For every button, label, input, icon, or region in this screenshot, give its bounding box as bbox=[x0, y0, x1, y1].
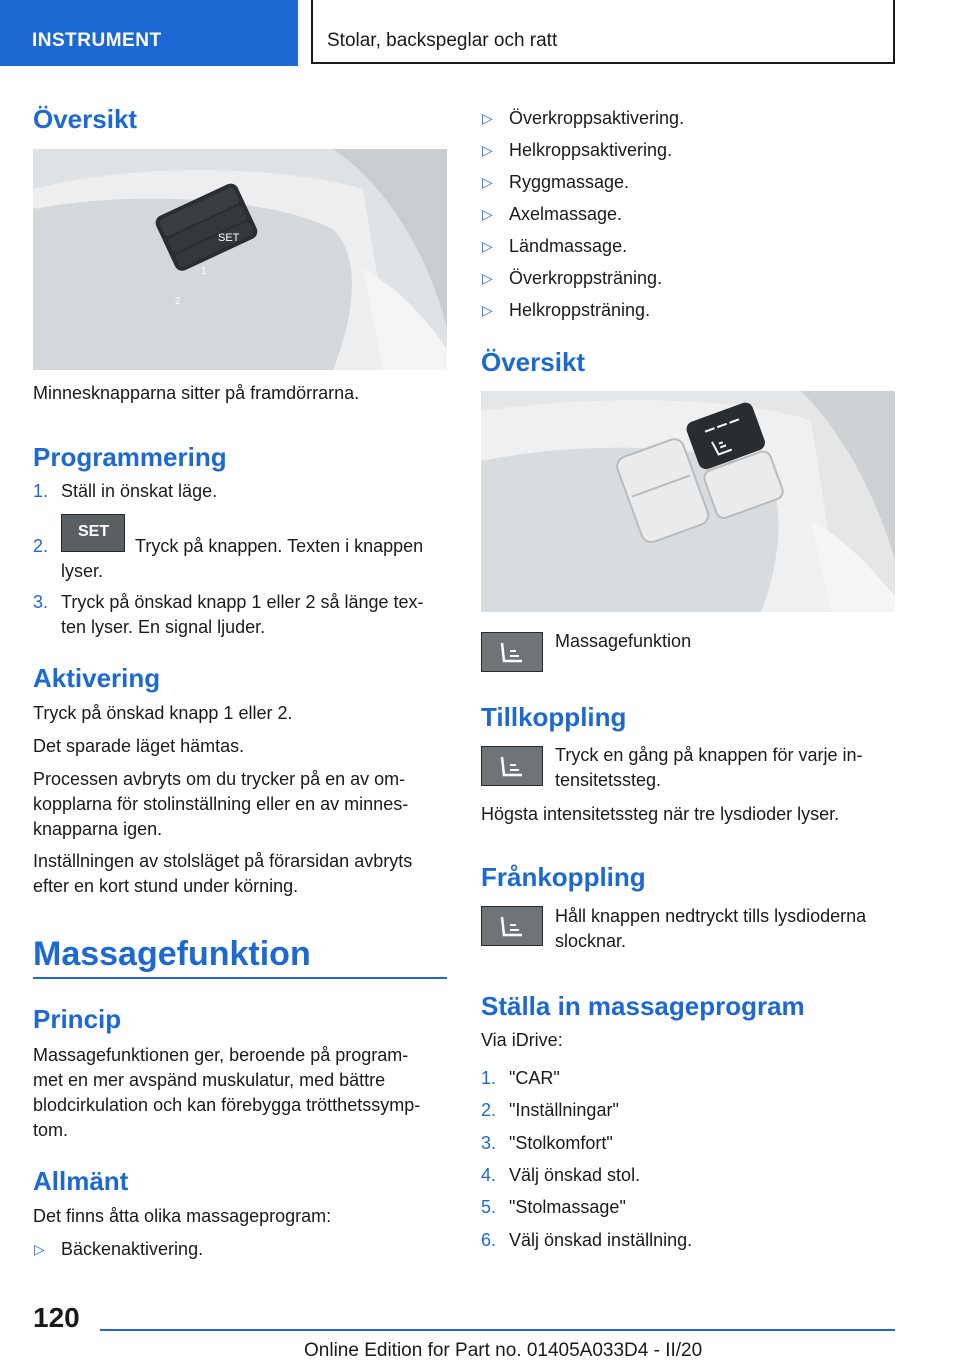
photo-caption: Minnesknapparna sitter på framdörrarna. bbox=[33, 383, 360, 403]
bullet-triangle-icon: ▷ bbox=[482, 238, 493, 254]
paragraph-line: Tryck en gång på knappen för varje in- bbox=[555, 745, 863, 765]
step-number: 2. bbox=[481, 1100, 497, 1120]
paragraph-line: slocknar. bbox=[555, 931, 627, 951]
massage-button-photo bbox=[481, 391, 895, 612]
set-button-icon bbox=[61, 514, 125, 552]
bullet-item: Ryggmassage. bbox=[509, 172, 630, 192]
footer-edition: Online Edition for Part no. 01405A033D4 - II/20 bbox=[304, 1340, 703, 1361]
step-text-cont: ten lyser. En signal ljuder. bbox=[61, 617, 266, 637]
memory-buttons-photo bbox=[33, 149, 447, 370]
paragraph-line: tensitetssteg. bbox=[555, 770, 662, 790]
bullet-item: Axelmassage. bbox=[509, 204, 623, 224]
section-rule bbox=[33, 977, 447, 979]
paragraph-line: Håll knappen nedtryckt tills lysdioderna bbox=[555, 906, 867, 926]
heading-aktivering: Aktivering bbox=[33, 663, 161, 693]
paragraph: Tryck på önskad knapp 1 eller 2. bbox=[33, 703, 293, 723]
massage-icon bbox=[481, 746, 543, 786]
step-number: 1. bbox=[33, 481, 49, 501]
bullet-triangle-icon: ▷ bbox=[482, 270, 493, 286]
header-chapter-box bbox=[311, 0, 895, 64]
page-number: 120 bbox=[33, 1302, 80, 1333]
step-text: Välj önskad stol. bbox=[509, 1165, 641, 1185]
step-text: Tryck på önskad knapp 1 eller 2 så länge tex- bbox=[61, 592, 424, 612]
massage-icon bbox=[481, 632, 543, 672]
heading-frankoppling: Frånkoppling bbox=[481, 862, 646, 892]
icon-caption: Massagefunktion bbox=[555, 631, 692, 651]
paragraph: Det finns åtta olika massageprogram: bbox=[33, 1206, 332, 1226]
photo-set-label: SET bbox=[218, 232, 240, 244]
bullet-triangle-icon: ▷ bbox=[482, 206, 493, 222]
paragraph-line: Processen avbryts om du trycker på en av om- bbox=[33, 769, 406, 789]
header-section-tab bbox=[0, 0, 298, 66]
bullet-triangle-icon: ▷ bbox=[482, 110, 493, 126]
heading-oversikt-left: Översikt bbox=[33, 104, 138, 134]
step-text: Tryck på knappen. Texten i knappen bbox=[135, 536, 424, 556]
heading-tillkoppling: Tillkoppling bbox=[481, 702, 627, 732]
heading-stalla-in: Ställa in massageprogram bbox=[481, 991, 805, 1021]
bullet-item: Helkroppsträning. bbox=[509, 300, 651, 320]
paragraph-line: tom. bbox=[33, 1120, 69, 1140]
bullet-triangle-icon: ▷ bbox=[482, 174, 493, 190]
paragraph-line: met en mer avspänd muskulatur, med bättre bbox=[33, 1070, 386, 1090]
paragraph-line: efter en kort stund under körning. bbox=[33, 876, 299, 896]
set-button-label: SET bbox=[78, 523, 110, 540]
massage-icon bbox=[481, 906, 543, 946]
photo-1-label: 1 bbox=[201, 266, 207, 277]
heading-massagefunktion: Massagefunktion bbox=[33, 935, 311, 973]
step-number: 2. bbox=[33, 536, 49, 556]
step-number: 4. bbox=[481, 1165, 497, 1185]
bullet-triangle-icon: ▷ bbox=[482, 142, 493, 158]
bullet-item: Ländmassage. bbox=[509, 236, 628, 256]
step-text: "CAR" bbox=[509, 1068, 560, 1088]
step-number: 1. bbox=[481, 1068, 497, 1088]
step-text: "Inställningar" bbox=[509, 1100, 619, 1120]
step-text-cont: lyser. bbox=[61, 561, 104, 581]
heading-princip: Princip bbox=[33, 1004, 122, 1034]
bullet-item: Överkroppsaktivering. bbox=[509, 108, 685, 128]
bullet-triangle-icon: ▷ bbox=[482, 302, 493, 318]
heading-programmering: Programmering bbox=[33, 442, 227, 472]
paragraph: Högsta intensitetssteg när tre lysdioder lyser. bbox=[481, 804, 840, 824]
bullet-item: Helkroppsaktivering. bbox=[509, 140, 673, 160]
bullet-item: Bäckenaktivering. bbox=[61, 1239, 204, 1259]
paragraph-line: Massagefunktionen ger, beroende på program- bbox=[33, 1045, 409, 1065]
paragraph-line: kopplarna för stolinställning eller en av minnes- bbox=[33, 794, 409, 814]
heading-oversikt-right: Översikt bbox=[481, 347, 586, 377]
header-chapter: Stolar, backspeglar och ratt bbox=[327, 30, 558, 51]
step-text: Ställ in önskat läge. bbox=[61, 481, 218, 501]
step-number: 6. bbox=[481, 1230, 497, 1250]
step-number: 3. bbox=[33, 592, 49, 612]
step-text: "Stolmassage" bbox=[509, 1197, 626, 1217]
paragraph-line: knapparna igen. bbox=[33, 819, 163, 839]
header-section: INSTRUMENT bbox=[32, 30, 162, 51]
step-text: Välj önskad inställning. bbox=[509, 1230, 693, 1250]
step-number: 3. bbox=[481, 1133, 497, 1153]
heading-allmant: Allmänt bbox=[33, 1166, 129, 1196]
bullet-item: Överkroppsträning. bbox=[509, 268, 663, 288]
paragraph: Det sparade läget hämtas. bbox=[33, 736, 245, 756]
step-number: 5. bbox=[481, 1197, 497, 1217]
paragraph-line: Inställningen av stolsläget på förarsidan avbryts bbox=[33, 851, 413, 871]
step-text: "Stolkomfort" bbox=[509, 1133, 613, 1153]
bullet-triangle-icon: ▷ bbox=[34, 1241, 45, 1257]
photo-2-label: 2 bbox=[175, 296, 181, 307]
paragraph: Via iDrive: bbox=[481, 1030, 563, 1050]
paragraph-line: blodcirkulation och kan förebygga trötthetssymp- bbox=[33, 1095, 421, 1115]
footer-rule bbox=[100, 1329, 895, 1331]
